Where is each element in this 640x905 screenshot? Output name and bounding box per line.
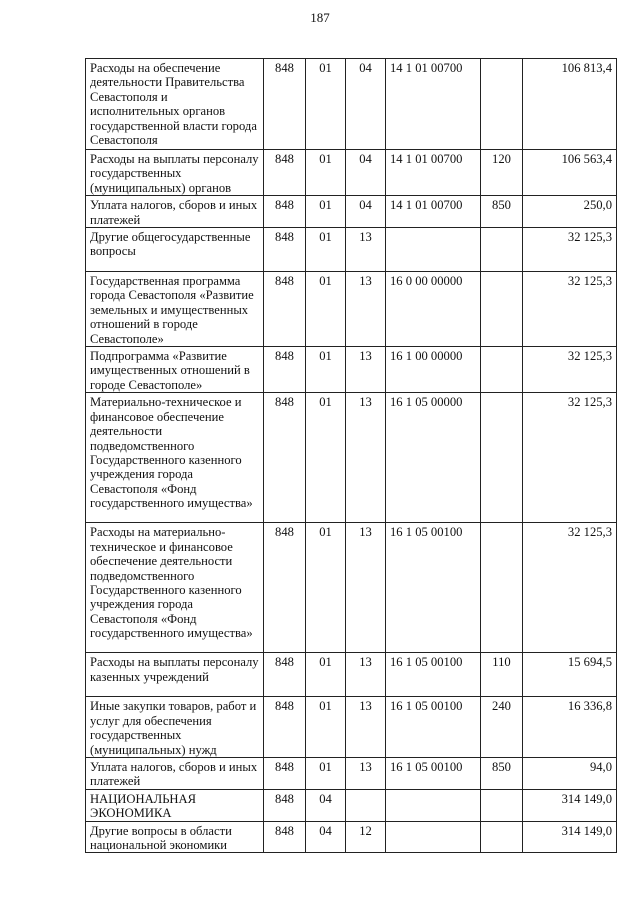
cell-amount: 32 125,3 [523,228,617,272]
cell-subsection [346,789,386,821]
cell-ministry-code: 848 [264,347,306,393]
table-row [86,757,617,789]
cell-name: Уплата налогов, сборов и иных платежей [86,196,264,228]
table-row [86,347,617,393]
cell-section: 01 [306,523,346,653]
cell-section: 01 [306,697,346,758]
cell-name: Другие общегосударственные вопросы [86,228,264,272]
table-row [86,59,617,150]
cell-target-article: 16 1 05 00100 [386,523,481,653]
cell-section: 01 [306,59,346,150]
cell-expense-type [481,523,523,653]
cell-name: Уплата налогов, сборов и иных платежей [86,757,264,789]
cell-ministry-code: 848 [264,789,306,821]
cell-name: НАЦИОНАЛЬНАЯ ЭКОНОМИКА [86,789,264,821]
cell-amount: 32 125,3 [523,523,617,653]
cell-expense-type [481,393,523,523]
cell-subsection: 13 [346,347,386,393]
cell-expense-type: 110 [481,653,523,697]
cell-expense-type [481,272,523,347]
cell-expense-type: 850 [481,196,523,228]
cell-section: 04 [306,821,346,853]
cell-ministry-code: 848 [264,150,306,196]
cell-subsection: 13 [346,523,386,653]
cell-name: Расходы на материально-техническое и финансовое обеспечение деятельности подведомственного Государственного казенного учреждения города Севастополя «Фонд государственного имущества» [86,523,264,653]
cell-name: Расходы на выплаты персоналу казенных учреждений [86,653,264,697]
cell-section: 01 [306,196,346,228]
cell-amount: 16 336,8 [523,697,617,758]
cell-name: Иные закупки товаров, работ и услуг для обеспечения государственных (муниципальных) нужд [86,697,264,758]
cell-amount: 32 125,3 [523,347,617,393]
cell-expense-type [481,59,523,150]
cell-subsection: 04 [346,150,386,196]
cell-name: Материально-техническое и финансовое обеспечение деятельности подведомственного Государственного казенного учреждения города Севастополя «Фонд государственного имущества» [86,393,264,523]
cell-expense-type [481,821,523,853]
cell-target-article: 16 1 05 00100 [386,653,481,697]
cell-ministry-code: 848 [264,821,306,853]
cell-amount: 15 694,5 [523,653,617,697]
cell-name: Другие вопросы в области национальной экономики [86,821,264,853]
table-row [86,697,617,758]
cell-target-article: 14 1 01 00700 [386,59,481,150]
cell-section: 01 [306,757,346,789]
cell-subsection: 04 [346,196,386,228]
cell-target-article: 14 1 01 00700 [386,150,481,196]
cell-target-article [386,789,481,821]
cell-subsection: 13 [346,757,386,789]
cell-amount: 106 563,4 [523,150,617,196]
cell-expense-type [481,347,523,393]
table-row [86,272,617,347]
cell-target-article: 16 1 05 00000 [386,393,481,523]
cell-subsection: 04 [346,59,386,150]
cell-amount: 94,0 [523,757,617,789]
cell-subsection: 13 [346,272,386,347]
cell-ministry-code: 848 [264,272,306,347]
page-number: 187 [310,10,330,25]
cell-target-article: 16 0 00 00000 [386,272,481,347]
table-row [86,653,617,697]
cell-target-article: 14 1 01 00700 [386,196,481,228]
cell-ministry-code: 848 [264,228,306,272]
cell-name: Подпрограмма «Развитие имущественных отношений в городе Севастополе» [86,347,264,393]
cell-target-article [386,228,481,272]
cell-section: 01 [306,228,346,272]
cell-amount: 106 813,4 [523,59,617,150]
cell-section: 01 [306,150,346,196]
cell-amount: 314 149,0 [523,789,617,821]
cell-target-article: 16 1 00 00000 [386,347,481,393]
cell-subsection: 13 [346,697,386,758]
cell-ministry-code: 848 [264,697,306,758]
cell-name: Расходы на обеспечение деятельности Правительства Севастополя и исполнительных органов государственной власти города Севастополя [86,59,264,150]
cell-amount: 314 149,0 [523,821,617,853]
cell-name: Расходы на выплаты персоналу государственных (муниципальных) органов [86,150,264,196]
cell-ministry-code: 848 [264,653,306,697]
cell-target-article: 16 1 05 00100 [386,697,481,758]
cell-expense-type: 240 [481,697,523,758]
cell-ministry-code: 848 [264,196,306,228]
table-row [86,789,617,821]
budget-table-body [86,59,617,853]
cell-section: 01 [306,272,346,347]
table-row [86,196,617,228]
cell-target-article [386,821,481,853]
budget-table [85,58,617,853]
cell-amount: 32 125,3 [523,272,617,347]
cell-subsection: 13 [346,228,386,272]
table-row [86,821,617,853]
table-row [86,393,617,523]
cell-expense-type: 120 [481,150,523,196]
cell-section: 01 [306,347,346,393]
cell-subsection: 12 [346,821,386,853]
cell-amount: 250,0 [523,196,617,228]
cell-ministry-code: 848 [264,757,306,789]
cell-section: 01 [306,393,346,523]
table-row [86,228,617,272]
cell-section: 04 [306,789,346,821]
cell-expense-type [481,228,523,272]
cell-amount: 32 125,3 [523,393,617,523]
cell-expense-type: 850 [481,757,523,789]
table-row [86,523,617,653]
cell-subsection: 13 [346,393,386,523]
cell-ministry-code: 848 [264,59,306,150]
cell-ministry-code: 848 [264,393,306,523]
cell-subsection: 13 [346,653,386,697]
cell-name: Государственная программа города Севастополя «Развитие земельных и имущественных отношений в городе Севастополе» [86,272,264,347]
cell-section: 01 [306,653,346,697]
cell-ministry-code: 848 [264,523,306,653]
cell-target-article: 16 1 05 00100 [386,757,481,789]
table-row [86,150,617,196]
cell-expense-type [481,789,523,821]
